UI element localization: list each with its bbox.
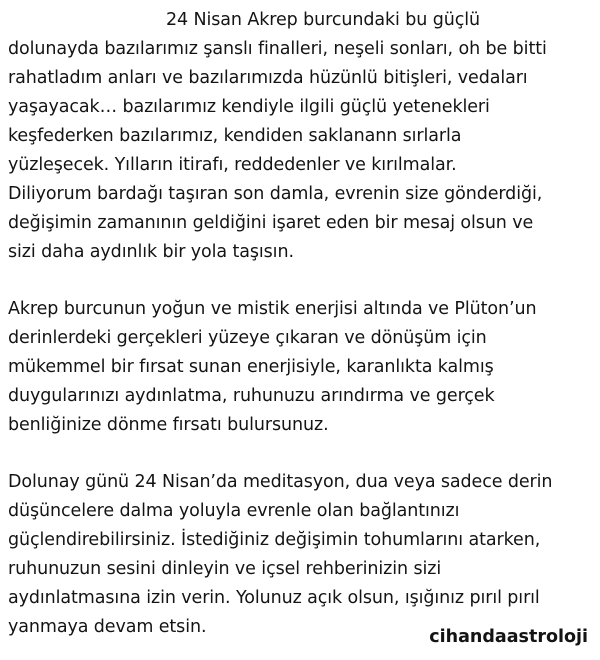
text-line: keşfederken bazılarımız, kendiden saklanann sırlarla	[8, 126, 462, 146]
text-line: ruhunuzun sesini dinleyin ve içsel rehberinizin sizi	[8, 559, 442, 579]
text-line: benliğinize dönme fırsatı bulursunuz.	[8, 415, 329, 435]
post-body	[8, 6, 596, 642]
text-line: Akrep burcunun yoğun ve mistik enerjisi altında ve Plüton’un	[8, 299, 537, 319]
paragraph-gap	[8, 440, 596, 468]
text-line: güçlendirebilirsiniz. İstediğiniz değişimin tohumlarını atarken,	[8, 530, 541, 550]
text-line: Diliyorum bardağı taşıran son damla, evrenin size gönderdiği,	[8, 184, 543, 204]
paragraph-gap	[8, 267, 596, 295]
paragraph-3	[8, 468, 596, 642]
text-line: rahatladım anları ve bazılarımızda hüzünlü bitişleri, vedaları	[8, 68, 528, 88]
text-line: Dolunay günü 24 Nisan’da meditasyon, dua veya sadece derin	[8, 472, 553, 492]
text-line: mükemmel bir fırsat sunan enerjisiyle, karanlıkta kalmış	[8, 357, 494, 377]
text-line: yaşayacak… bazılarımız kendiyle ilgili güçlü yetenekleri	[8, 97, 490, 117]
author-signature: cihandaastroloji	[429, 627, 588, 647]
text-line: aydınlatmasına izin verin. Yolunuz açık olsun, ışığınız pırıl pırıl	[8, 588, 540, 608]
text-line: 24 Nisan Akrep burcundaki bu güçlü	[166, 10, 480, 30]
text-line: yüzleşecek. Yılların itirafı, reddedenler ve kırılmalar.	[8, 155, 457, 175]
text-line: derinlerdeki gerçekleri yüzeye çıkaran ve dönüşüm için	[8, 328, 487, 348]
text-line: değişimin zamanının geldiğini işaret eden bir mesaj olsun ve	[8, 213, 534, 233]
text-line: dolunayda bazılarımız şanslı finalleri, neşeli sonları, oh be bitti	[8, 39, 547, 59]
paragraph-1	[8, 6, 596, 267]
text-line: yanmaya devam etsin.	[8, 617, 207, 637]
text-line: duygularınızı aydınlatma, ruhunuzu arındırma ve gerçek	[8, 386, 495, 406]
text-line: sizi daha aydınlık bir yola taşısın.	[8, 242, 294, 262]
paragraph-2	[8, 295, 596, 440]
text-line: düşüncelere dalma yoluyla evrenle olan bağlantınızı	[8, 501, 460, 521]
